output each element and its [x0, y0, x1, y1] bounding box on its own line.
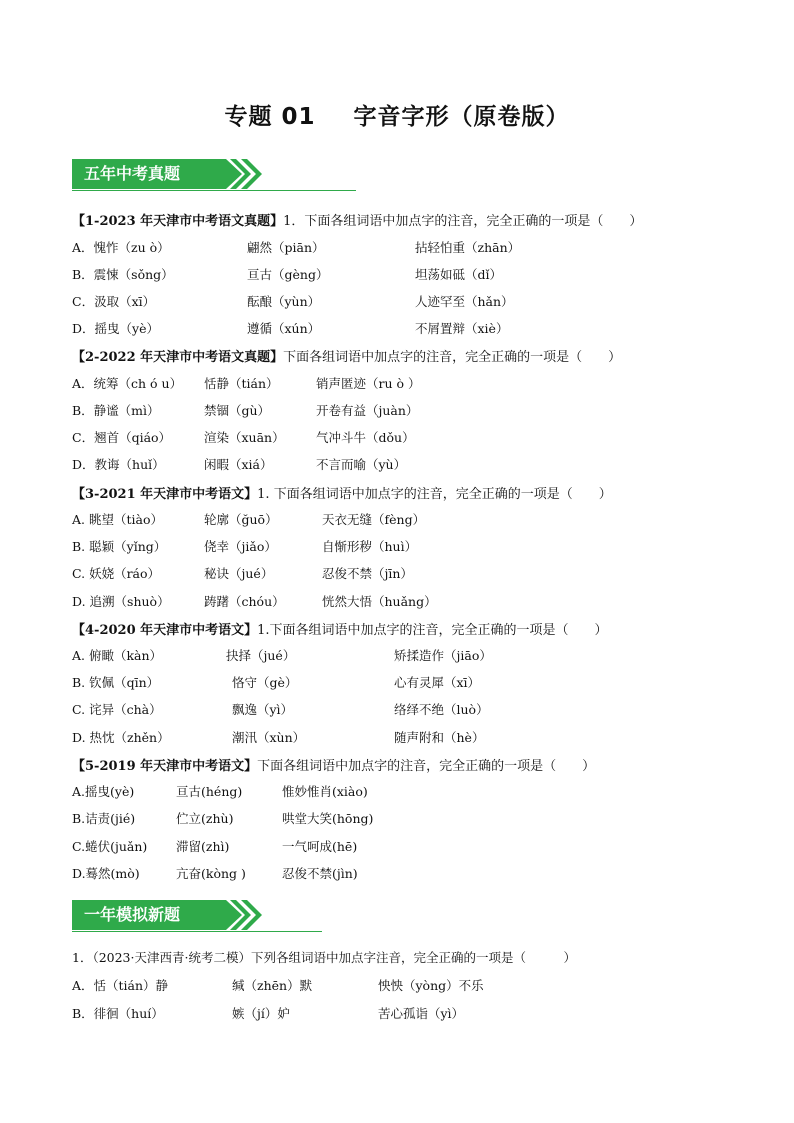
- option-cell: 滞留(zhì): [176, 839, 230, 854]
- option-cell: 侥幸（jiǎo）: [204, 539, 277, 554]
- question-header: [72, 948, 576, 966]
- question-source: 【5-2019 年天津市中考语文】: [72, 759, 258, 774]
- option-cell: 渲染（xuān）: [204, 430, 285, 445]
- option-cell: 拈轻怕重（zhān）: [415, 240, 521, 255]
- option-cell: 不言而喻（yù）: [316, 457, 407, 472]
- question-stem: 1. 下面各组词语中加点字的注音，完全正确的一项是（ ）: [257, 487, 612, 502]
- option-cell: 恍然大悟（huǎng）: [322, 594, 437, 609]
- option-cell: B.诘责(jié): [72, 811, 136, 826]
- option-cell: 踌躇（chóu）: [204, 594, 285, 609]
- question-source: 【2-2022 年天津市中考语文真题】: [72, 350, 284, 365]
- title-part1: 专题 01: [224, 104, 316, 130]
- section-label: 一年模拟新题: [72, 900, 216, 930]
- option-cell: 秘诀（jué）: [204, 566, 274, 581]
- option-cell: 飘逸（yì）: [232, 702, 294, 717]
- option-cell: C. 诧异（chà）: [72, 702, 162, 717]
- option-cell: 天衣无缝（fèng）: [322, 512, 426, 527]
- option-cell: A. 俯瞰（kàn）: [72, 648, 163, 663]
- option-cell: 销声匿迹（ru ò ）: [316, 376, 421, 391]
- option-cell: 嫉（jí）妒: [232, 1006, 290, 1021]
- option-cell: 不屑置辩（xiè）: [415, 321, 509, 336]
- question-source: 【4-2020 年天津市中考语文】: [72, 623, 258, 638]
- option-cell: 自惭形秽（huì）: [322, 539, 418, 554]
- question-header: [72, 346, 621, 365]
- question-stem: 1.下面各组词语中加点字的注音，完全正确的一项是（ ）: [257, 623, 608, 638]
- option-cell: C. 妖娆（ráo）: [72, 566, 161, 581]
- section-underline: [72, 190, 356, 191]
- section-header-five-year: [72, 159, 356, 193]
- question-stem: 1．（2023·天津西青·统考二模）下列各组词语中加点字注音，完全正确的一项是（ ）: [72, 950, 576, 965]
- option-cell: 忍俊不禁(jìn): [282, 866, 358, 881]
- option-cell: 忍俊不禁（jīn）: [322, 566, 413, 581]
- option-cell: 苦心孤诣（yì）: [378, 1006, 465, 1021]
- option-cell: A．愧怍（zu ò）: [72, 240, 170, 255]
- option-cell: 亘古(héng): [176, 784, 243, 799]
- question-header: [72, 755, 595, 774]
- option-cell: B. 钦佩（qīn）: [72, 675, 160, 690]
- option-cell: 心有灵犀（xī）: [394, 675, 481, 690]
- question-header: [72, 210, 642, 229]
- option-cell: B．震悚（sǒng）: [72, 267, 174, 282]
- option-cell: 人迹罕至（hǎn）: [415, 294, 514, 309]
- option-cell: 翩然（piān）: [247, 240, 325, 255]
- option-cell: A．统筹（ch ó u）: [72, 376, 183, 391]
- option-cell: 恪守（gè）: [232, 675, 298, 690]
- question-source: 【1-2023 年天津市中考语文真题】: [72, 214, 284, 229]
- section-header-one-year: [72, 900, 322, 934]
- option-cell: A. 眺望（tiào）: [72, 512, 163, 527]
- option-cell: D. 追溯（shuò）: [72, 594, 170, 609]
- option-cell: 闲暇（xiá）: [204, 457, 273, 472]
- option-cell: 亘古（gèng）: [247, 267, 329, 282]
- option-cell: 惟妙惟肖(xiào): [282, 784, 368, 799]
- option-cell: 缄（zhēn）默: [232, 978, 313, 993]
- stripes-decoration-icon: [212, 900, 272, 930]
- question-header: [72, 619, 608, 638]
- question-header: [72, 483, 612, 502]
- option-cell: 气冲斗牛（dǒu）: [316, 430, 415, 445]
- option-cell: 一气呵成(hē): [282, 839, 358, 854]
- option-cell: 坦荡如砥（dǐ）: [415, 267, 502, 282]
- option-cell: B. 聪颖（yǐng）: [72, 539, 167, 554]
- section-label: 五年中考真题: [72, 159, 216, 189]
- option-cell: 随声附和（hè）: [394, 730, 485, 745]
- option-cell: 酝酿（yùn）: [247, 294, 321, 309]
- option-cell: 哄堂大笑(hōng): [282, 811, 374, 826]
- option-cell: C．汲取（xī）: [72, 294, 156, 309]
- option-cell: D.蓦然(mò): [72, 866, 140, 881]
- page-title: [0, 98, 794, 131]
- option-cell: C．翘首（qiáo）: [72, 430, 172, 445]
- section-underline: [72, 931, 322, 932]
- option-cell: 开卷有益（juàn）: [316, 403, 419, 418]
- option-cell: 伫立(zhù): [176, 811, 234, 826]
- option-cell: B．徘徊（huí）: [72, 1006, 164, 1021]
- option-cell: 恬静（tián）: [204, 376, 279, 391]
- option-cell: D．教诲（huǐ）: [72, 457, 165, 472]
- option-cell: A.摇曳(yè): [72, 784, 135, 799]
- question-stem: 下面各组词语中加点字的注音，完全正确的一项是（ ）: [283, 350, 622, 365]
- option-cell: 潮汛（xùn）: [232, 730, 306, 745]
- option-cell: 亢奋(kòng ): [176, 866, 246, 881]
- question-stem: 下面各组词语中加点字的注音，完全正确的一项是（ ）: [257, 759, 596, 774]
- option-cell: 络绎不绝（luò）: [394, 702, 489, 717]
- question-stem: 1．下面各组词语中加点字的注音，完全正确的一项是（ ）: [283, 214, 643, 229]
- option-cell: C.蜷伏(juǎn): [72, 839, 148, 854]
- option-cell: 抉择（jué）: [226, 648, 296, 663]
- option-cell: A．恬（tián）静: [72, 978, 169, 993]
- question-source: 【3-2021 年天津市中考语文】: [72, 487, 258, 502]
- option-cell: 遵循（xún）: [247, 321, 321, 336]
- option-cell: D. 热忱（zhěn）: [72, 730, 170, 745]
- option-cell: B．静谧（mì）: [72, 403, 160, 418]
- title-part2: 字音字形（原卷版）: [353, 104, 570, 130]
- option-cell: D．摇曳（yè）: [72, 321, 159, 336]
- stripes-decoration-icon: [212, 159, 272, 189]
- option-cell: 禁锢（gù）: [204, 403, 271, 418]
- option-cell: 矫揉造作（jiāo）: [394, 648, 492, 663]
- option-cell: 轮廓（ğuō）: [204, 512, 278, 527]
- option-cell: 怏怏（yòng）不乐: [378, 978, 484, 993]
